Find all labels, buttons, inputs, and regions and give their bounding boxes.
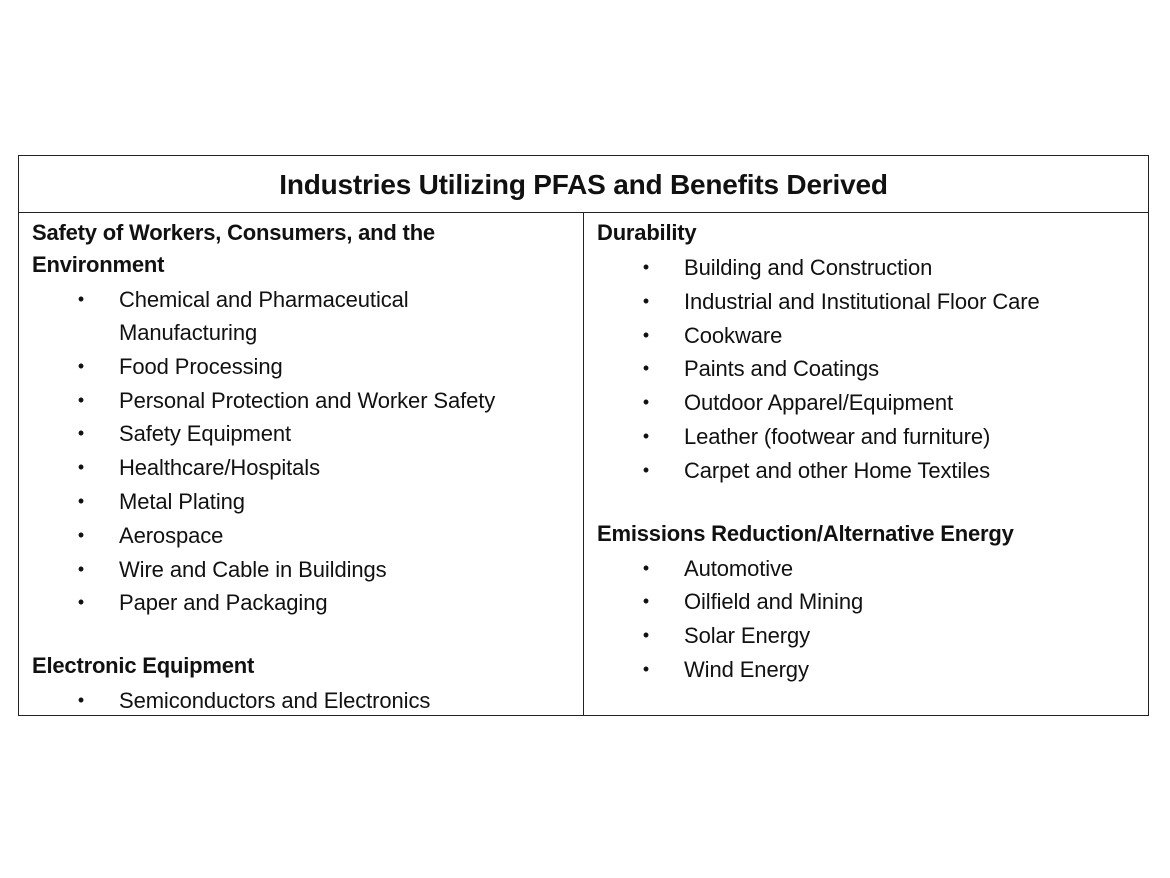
list-item	[32, 384, 575, 417]
left-column	[19, 213, 584, 715]
table-body	[19, 213, 1148, 715]
bullet-icon: •	[77, 592, 85, 613]
bullet-icon: •	[642, 425, 650, 446]
list-item-text: Paints and Coatings	[684, 356, 880, 382]
category-heading-electronic: Electronic Equipment	[32, 653, 255, 679]
list-item	[597, 352, 1140, 385]
list-item-text: Wind Energy	[684, 656, 809, 682]
list-item	[32, 283, 575, 349]
durability-list	[597, 251, 1140, 487]
bullet-icon: •	[642, 392, 650, 413]
bullet-icon: •	[77, 389, 85, 410]
bullet-icon: •	[77, 457, 85, 478]
bullet-icon: •	[642, 257, 650, 277]
bullet-icon: •	[77, 289, 85, 309]
list-item-text: Oilfield and Mining	[684, 589, 864, 615]
bullet-icon: •	[642, 324, 650, 345]
list-item	[32, 684, 575, 717]
list-item	[597, 619, 1140, 652]
list-item-text: Safety Equipment	[119, 421, 292, 447]
heading-line: Safety of Workers, Consumers, and the	[32, 220, 435, 245]
bullet-icon: •	[642, 290, 650, 311]
list-item-text: Industrial and Institutional Floor Care	[684, 288, 1040, 314]
list-item-text: Carpet and other Home Textiles	[684, 457, 990, 483]
safety-list	[32, 283, 575, 619]
list-item	[597, 454, 1140, 487]
bullet-icon: •	[642, 658, 650, 679]
bullet-icon: •	[77, 355, 85, 376]
list-item	[597, 653, 1140, 686]
table-title: Industries Utilizing PFAS and Benefits Derived	[19, 156, 1148, 213]
category-heading-durability: Durability	[597, 220, 697, 245]
list-item-text: Wire and Cable in Buildings	[119, 556, 387, 582]
list-item	[32, 451, 575, 484]
list-item-text: Chemical and Pharmaceutical	[119, 287, 409, 312]
list-item	[32, 553, 575, 586]
bullet-icon: •	[77, 524, 85, 545]
bullet-icon: •	[77, 423, 85, 444]
list-item-text: Outdoor Apparel/Equipment	[684, 390, 954, 416]
list-item-text: Paper and Packaging	[119, 590, 328, 616]
right-column	[584, 213, 1148, 715]
list-item	[597, 420, 1140, 453]
section-spacer	[597, 488, 1140, 518]
bullet-icon: •	[77, 490, 85, 511]
list-item	[32, 485, 575, 518]
list-item-text: Solar Energy	[684, 623, 810, 649]
list-item-text: Healthcare/Hospitals	[119, 455, 320, 481]
list-item-text: Automotive	[684, 555, 794, 581]
list-item-text-cont: Manufacturing	[119, 320, 258, 345]
list-item-text: Metal Plating	[119, 488, 245, 514]
bullet-icon: •	[642, 358, 650, 379]
list-item-text: Aerospace	[119, 522, 224, 548]
list-item	[597, 552, 1140, 585]
bullet-icon: •	[642, 557, 650, 578]
section-spacer	[32, 620, 575, 650]
emissions-list	[597, 552, 1140, 686]
heading-line: Environment	[32, 252, 165, 277]
list-item-text: Personal Protection and Worker Safety	[119, 387, 496, 413]
list-item-text: Building and Construction	[684, 255, 933, 280]
list-item	[32, 586, 575, 619]
bullet-icon: •	[642, 459, 650, 480]
list-item	[597, 285, 1140, 318]
list-item	[597, 319, 1140, 352]
list-item	[597, 251, 1140, 284]
bullet-icon: •	[642, 625, 650, 646]
list-item-text: Cookware	[684, 322, 783, 348]
list-item	[597, 386, 1140, 419]
category-heading-safety	[32, 217, 575, 281]
category-heading-emissions: Emissions Reduction/Alternative Energy	[597, 520, 1014, 546]
list-item	[32, 519, 575, 552]
bullet-icon: •	[77, 558, 85, 579]
list-item-text: Leather (footwear and furniture)	[684, 423, 991, 449]
pfas-industries-table	[18, 155, 1149, 716]
list-item-text: Food Processing	[119, 353, 283, 379]
electronic-list	[32, 684, 575, 717]
list-item	[32, 350, 575, 383]
list-item-text: Semiconductors and Electronics	[119, 688, 431, 714]
list-item	[32, 417, 575, 450]
bullet-icon: •	[642, 591, 650, 612]
bullet-icon: •	[77, 690, 85, 711]
list-item	[597, 585, 1140, 618]
